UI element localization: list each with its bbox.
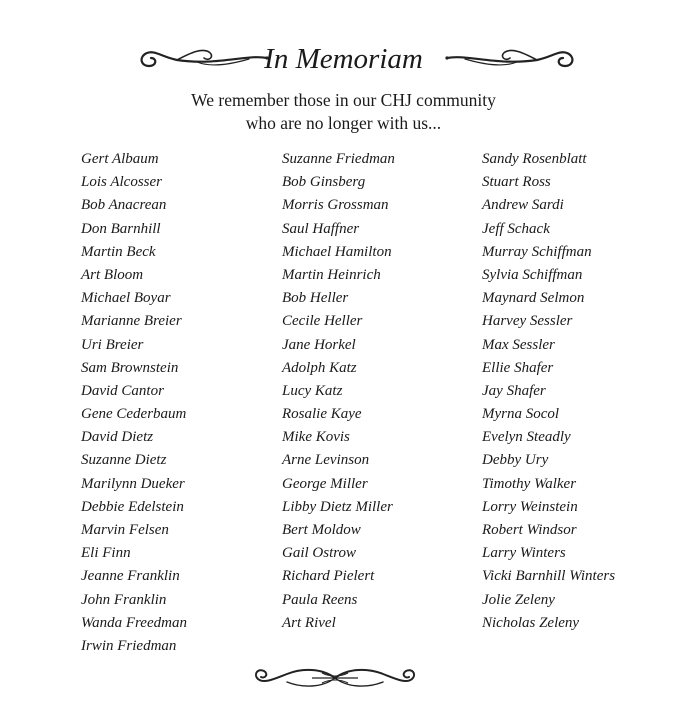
list-item: Murray Schiffman — [482, 243, 592, 260]
list-item: Lorry Weinstein — [482, 498, 578, 515]
subtitle — [0, 89, 687, 135]
list-item: Bert Moldow — [282, 522, 361, 538]
list-item: Timothy Walker — [482, 475, 577, 492]
names-column-2 — [282, 148, 395, 635]
flourish-right-icon — [444, 44, 577, 74]
list-item: Maynard Selmon — [482, 290, 585, 307]
flourish-bottom-icon — [252, 664, 418, 692]
list-item: Don Barnhill — [81, 220, 161, 237]
list-item: Ellie Shafer — [482, 359, 554, 376]
title-row — [0, 36, 687, 84]
list-item: Bob Anacrean — [81, 197, 167, 214]
list-item: Arne Levinson — [282, 452, 370, 469]
list-item: Jeff Schack — [482, 220, 550, 237]
list-item: Sylvia Schiffman — [482, 266, 583, 283]
list-item: Lucy Katz — [282, 382, 343, 399]
list-item: Art Rivel — [282, 614, 336, 631]
names-column-3 — [482, 148, 615, 635]
list-item: Art Bloom — [81, 266, 144, 283]
list-item: Marianne Breier — [81, 313, 182, 330]
list-item: Robert Windsor — [482, 522, 577, 538]
list-item: Adolph Katz — [282, 359, 357, 376]
list-item: Michael Boyar — [81, 290, 171, 307]
list-item: Mike Kovis — [282, 429, 350, 446]
list-item: Max Sessler — [482, 336, 555, 353]
list-item: Jeanne Franklin — [81, 568, 180, 585]
list-item: Richard Pielert — [282, 568, 375, 585]
list-item: Uri Breier — [81, 336, 144, 353]
subtitle-line-1: We remember those in our CHJ community — [191, 90, 496, 110]
list-item: Jay Shafer — [482, 382, 546, 399]
list-item: Wanda Freedman — [81, 614, 187, 631]
list-item: Gert Albaum — [81, 151, 159, 167]
subtitle-line-2: who are no longer with us... — [245, 113, 442, 133]
list-item: David Dietz — [81, 429, 154, 446]
list-item: Evelyn Steadly — [482, 429, 571, 446]
list-item: Debby Ury — [482, 452, 549, 469]
list-item: Libby Dietz Miller — [282, 498, 393, 515]
list-item: Saul Haffner — [282, 220, 360, 237]
list-item: Suzanne Friedman — [282, 151, 395, 167]
list-item: Sandy Rosenblatt — [482, 151, 587, 167]
list-item: Morris Grossman — [282, 197, 389, 214]
list-item: Jolie Zeleny — [482, 591, 555, 608]
names-column-1 — [81, 148, 187, 658]
list-item: George Miller — [282, 475, 368, 492]
list-item: Rosalie Kaye — [282, 406, 362, 423]
list-item: Larry Winters — [482, 545, 566, 562]
list-item: Paula Reens — [282, 591, 358, 608]
list-item: Nicholas Zeleny — [482, 614, 580, 631]
list-item: Stuart Ross — [482, 174, 551, 191]
list-item: Martin Heinrich — [282, 266, 381, 283]
list-item: Bob Ginsberg — [282, 174, 366, 191]
list-item: Lois Alcosser — [81, 174, 162, 191]
list-item: John Franklin — [81, 591, 167, 608]
list-item: Gail Ostrow — [282, 545, 357, 562]
list-item: Myrna Socol — [482, 406, 560, 423]
list-item: Suzanne Dietz — [81, 452, 167, 469]
list-item: Marilynn Dueker — [81, 475, 185, 492]
list-item: Gene Cederbaum — [81, 406, 187, 423]
list-item: Martin Beck — [81, 243, 156, 260]
list-item: Harvey Sessler — [482, 313, 573, 330]
page-title: In Memoriam — [264, 43, 423, 75]
list-item: Debbie Edelstein — [81, 498, 184, 515]
list-item: Eli Finn — [81, 545, 131, 562]
list-item: Irwin Friedman — [81, 637, 177, 654]
list-item: Cecile Heller — [282, 313, 363, 330]
list-item: David Cantor — [81, 382, 164, 399]
list-item: Marvin Felsen — [81, 522, 169, 538]
list-item: Jane Horkel — [282, 336, 356, 353]
list-item: Andrew Sardi — [482, 197, 564, 214]
list-item: Sam Brownstein — [81, 359, 179, 376]
list-item: Bob Heller — [282, 290, 349, 307]
list-item: Michael Hamilton — [282, 243, 392, 260]
list-item: Vicki Barnhill Winters — [482, 568, 616, 585]
